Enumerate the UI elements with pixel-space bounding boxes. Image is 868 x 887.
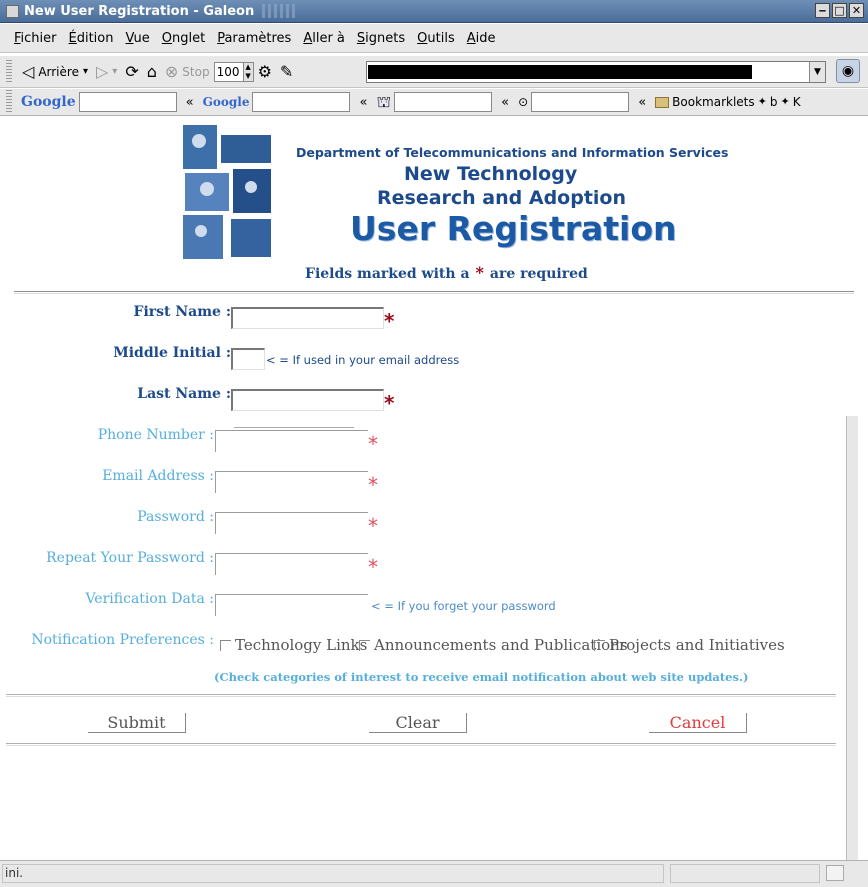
status-text: ini. — [2, 864, 664, 883]
menu-fichier[interactable]: Fichier — [14, 30, 57, 46]
back-arrow-icon: ◁ — [22, 61, 35, 81]
checkbox-label: Announcements and Publications — [374, 636, 628, 654]
required-star-icon: * — [368, 555, 378, 579]
repeat-password-input[interactable] — [215, 553, 368, 575]
bookmark-k-label: K — [792, 95, 801, 109]
reload-icon: ⟳ — [125, 61, 139, 81]
google-groups-logo: Google — [202, 95, 250, 109]
bookmark-k[interactable] — [780, 94, 800, 110]
groups-search-input[interactable] — [252, 92, 350, 112]
notification-label: Notification Preferences : — [31, 632, 214, 648]
clear-location-button[interactable] — [276, 61, 297, 81]
toolbar-handle[interactable] — [6, 90, 12, 114]
required-note-pre: Fields marked with a — [305, 266, 470, 282]
program-title-line1: New Technology — [404, 163, 578, 185]
checkbox-label: Projects and Initiatives — [609, 636, 785, 654]
status-security-icon[interactable] — [826, 865, 844, 881]
checkbox-box[interactable] — [594, 640, 605, 651]
maximize-button[interactable]: □ — [832, 3, 847, 18]
last-name-label: Last Name : — [137, 386, 231, 402]
forward-button[interactable] — [92, 61, 121, 81]
department-name: Department of Telecommunications and Information Services — [296, 145, 729, 160]
page-content — [6, 117, 864, 860]
required-star-icon: * — [384, 391, 395, 415]
cancel-button[interactable]: Cancel — [649, 713, 747, 733]
broom-icon: ✎ — [279, 61, 294, 81]
title-grip — [262, 4, 298, 18]
home-icon: ⌂ — [146, 61, 157, 81]
dictionary-search-go[interactable]: « — [501, 94, 510, 110]
toolbar-handle[interactable] — [6, 60, 12, 84]
groups-search-go[interactable]: « — [359, 94, 368, 110]
stop-icon: ⊗ — [164, 61, 179, 81]
bookmarklets-folder[interactable] — [655, 95, 754, 109]
fpm-logo-icon: ⊙ — [518, 95, 529, 109]
checkbox-announcements[interactable] — [359, 636, 628, 654]
bookmark-icon: ✦ — [757, 95, 767, 108]
bookmark-b[interactable] — [758, 94, 778, 110]
checkbox-box[interactable] — [220, 640, 231, 651]
menu-signets[interactable]: Signets — [356, 30, 406, 46]
menu-onglet[interactable]: Onglet — [161, 30, 206, 46]
last-name-input[interactable] — [231, 389, 384, 411]
notification-note: (Check categories of interest to receive email notification about web site updates.) — [214, 670, 749, 684]
checkbox-box[interactable] — [359, 640, 370, 651]
middle-initial-hint: < = If used in your email address — [266, 353, 460, 367]
checkbox-projects[interactable] — [594, 636, 785, 654]
back-label: Arrière — [38, 64, 79, 79]
password-input[interactable] — [215, 512, 368, 534]
fpm-search-go[interactable]: « — [638, 94, 647, 110]
checkbox-technology-links[interactable] — [220, 636, 367, 654]
password-label: Password : — [137, 509, 214, 525]
tools-icon: ⚙ — [257, 61, 272, 81]
required-star-icon: * — [475, 263, 484, 282]
google-search-go[interactable]: « — [185, 94, 194, 110]
menu-outils[interactable]: Outils — [417, 30, 455, 46]
phone-input[interactable] — [215, 430, 368, 452]
verification-hint: < = If you forget your password — [371, 599, 556, 613]
forward-arrow-icon: ▷ — [95, 61, 109, 81]
back-button[interactable] — [18, 61, 92, 81]
menu-bar — [0, 24, 868, 53]
chevron-down-icon[interactable]: ▾ — [112, 65, 118, 77]
menu-parametres[interactable]: Paramètres — [217, 30, 292, 46]
google-search-input[interactable] — [79, 92, 177, 112]
menu-vue[interactable]: Vue — [125, 30, 150, 46]
menu-aide[interactable]: Aide — [466, 30, 496, 46]
submit-button[interactable]: Submit — [88, 713, 186, 733]
url-dropdown-button[interactable]: ▼ — [809, 62, 825, 82]
required-note-post: are required — [489, 266, 588, 282]
verification-input[interactable] — [215, 594, 368, 616]
verification-label: Verification Data : — [85, 591, 214, 607]
email-label: Email Address : — [102, 468, 214, 484]
status-bar — [0, 860, 868, 887]
first-name-input[interactable] — [231, 307, 384, 329]
search-toolbar — [0, 89, 868, 116]
required-star-icon: * — [368, 514, 378, 538]
window-menu-icon[interactable] — [6, 5, 19, 18]
zoom-stepper[interactable]: ▲ ▼ — [244, 62, 254, 82]
required-note — [305, 263, 588, 282]
dictionary-logo-icon: ⛫ — [376, 92, 392, 111]
stop-button[interactable] — [161, 61, 214, 81]
navigation-toolbar — [0, 56, 868, 88]
close-button[interactable]: ✕ — [849, 3, 864, 18]
bookmark-b-label: b — [769, 95, 778, 109]
header-photo-collage — [181, 123, 276, 263]
folder-icon — [655, 97, 669, 108]
settings-button[interactable] — [254, 61, 276, 81]
required-star-icon: * — [384, 309, 395, 333]
minimize-button[interactable]: ‒ — [815, 3, 830, 18]
stop-label: Stop — [182, 64, 210, 79]
required-star-icon: * — [368, 432, 378, 456]
google-logo: Google — [21, 94, 76, 110]
window-title: New User Registration - Galeon — [24, 3, 255, 19]
vertical-scrollbar[interactable] — [846, 416, 858, 860]
menu-aller-a[interactable]: Aller à — [303, 30, 345, 46]
divider — [6, 694, 836, 697]
first-name-label: First Name : — [133, 304, 231, 320]
divider — [14, 291, 854, 294]
middle-initial-input[interactable] — [231, 348, 265, 370]
middle-initial-label: Middle Initial : — [113, 345, 231, 361]
reload-button[interactable] — [121, 61, 142, 81]
email-input[interactable] — [215, 471, 368, 493]
program-title-line2: Research and Adoption — [377, 187, 627, 209]
throbber-icon: ◉ — [836, 59, 860, 83]
bookmarklets-label: Bookmarklets — [672, 95, 755, 109]
bookmark-icon: ✦ — [780, 95, 790, 108]
zoom-input[interactable]: 100 — [214, 62, 244, 82]
status-progress — [670, 864, 820, 883]
required-star-icon: * — [368, 473, 378, 497]
home-button[interactable] — [143, 61, 161, 81]
checkbox-label: Technology Links — [235, 636, 368, 654]
redraw-artifact — [234, 410, 354, 428]
url-input[interactable] — [366, 61, 826, 83]
redacted-url — [368, 65, 752, 79]
phone-label: Phone Number : — [97, 427, 214, 443]
fpm-search-input[interactable] — [531, 92, 629, 112]
repeat-password-label: Repeat Your Password : — [46, 550, 214, 566]
title-bar — [0, 0, 868, 23]
chevron-down-icon[interactable]: ▾ — [82, 65, 88, 77]
divider — [6, 743, 836, 746]
dictionary-search-input[interactable] — [394, 92, 492, 112]
page-title: User Registration — [350, 209, 677, 248]
menu-edition[interactable]: Édition — [68, 30, 114, 46]
clear-button[interactable]: Clear — [369, 713, 467, 733]
